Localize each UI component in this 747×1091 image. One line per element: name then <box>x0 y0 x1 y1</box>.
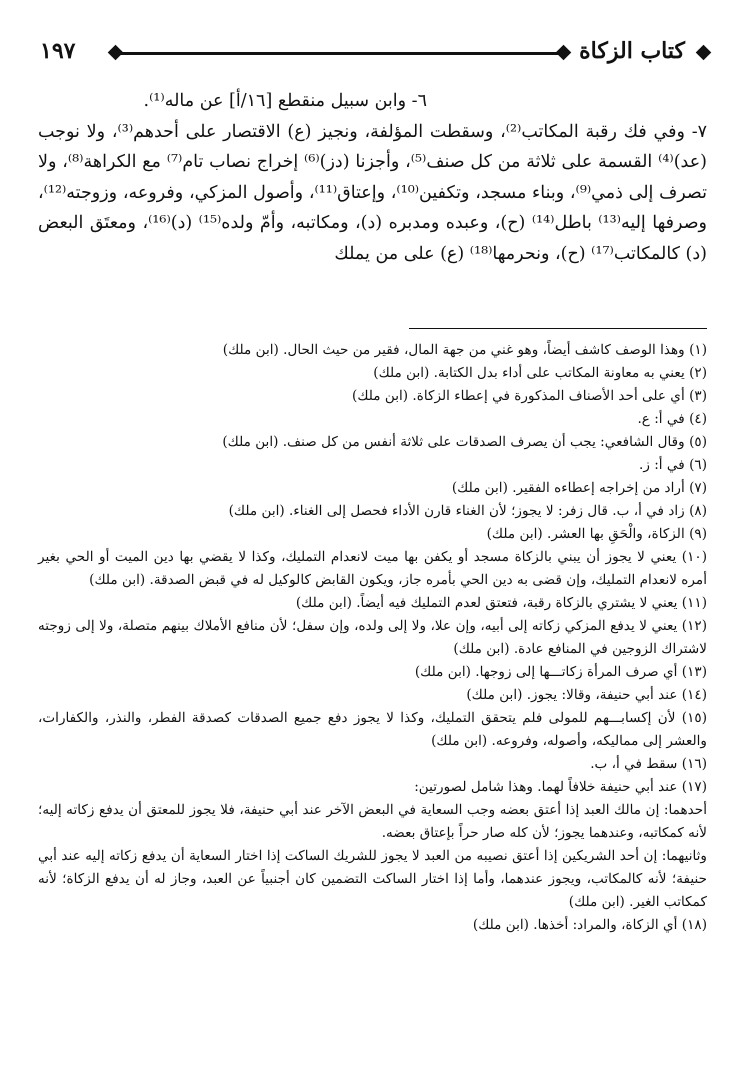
footnote <box>38 707 707 753</box>
footnote-text: سقط في أ، ب. <box>590 756 678 772</box>
page-header <box>40 38 709 72</box>
footnote-subparagraph: وثانيهما: إن أحد الشريكين إذا أعتق نصيبه من العبد لا يجوز للشريك الساكت إذا اختار السعاية أن يدفع زكاته إليه عند أبي حنيفة؛ لأنه كالمكاتب، ويجوز عندهما، وأما إذا اختار الساكت التضمين كان أجنبياً عن العبد، وجاز له أن يدفع الزكاة؛ لأنه كمكاتب الغير. (ابن ملك) <box>38 848 707 910</box>
footnote-text: يعني لا يجوز أن يبني بالزكاة مسجد أو يكفن بها ميت لانعدام التمليك، وكذا لا يقضي بها دين الميت أو الحي بغير أمره لانعدام التمليك، وإن قضى به دين الحي بأمره جاز، ويكون القابض كالوكيل له في قبض الصدقة. (ابن ملك) <box>38 549 707 588</box>
footnote-text: في أ: ز. <box>639 457 685 473</box>
main-paragraph: ٧- وفي فك رقبة المكاتب⁽²⁾، وسقطت المؤلفة، ونجيز (ع) الاقتصار على أحدهم⁽³⁾، ولا نوجب (عد)⁽⁴⁾ القسمة على ثلاثة من كل صنف⁽⁵⁾، وأجزنا (دز)⁽⁶⁾ إخراج نصاب تام⁽⁷⁾ مع الكراهة⁽⁸⁾، ولا تصرف إلى ذمي⁽⁹⁾، وبناء مسجد، وتكفين⁽¹⁰⁾، وإعتاق⁽¹¹⁾، وأصول المزكي، وفروعه، وزوجته⁽¹²⁾، وصرفها إليه⁽¹³⁾ باطل⁽¹⁴⁾ (ح)، وعبده ومدبره (د)، ومكاتبه، وأمّ ولده⁽¹⁵⁾ (د)⁽¹⁶⁾، ومعتَق البعض (د) كالمكاتب⁽¹⁷⁾ (ح)، ونحرمها⁽¹⁸⁾ (ع) على من يملك <box>38 121 708 264</box>
footnote-number: (١) <box>689 342 707 358</box>
footnote-subparagraph: أحدهما: إن مالك العبد إذا أعتق بعضه وجب السعاية في البعض الآخر عند أبي حنيفة، فلا يجوز للمعتق أن يدفع زكاته إليه؛ لأنه كمكاتبه، وعندهما يجوز؛ لأن كله صار حراً بإعتاق بعضه. <box>38 802 707 841</box>
footnote <box>38 684 707 707</box>
footnote-number: (٨) <box>689 503 707 519</box>
footnote-number: (٦) <box>689 457 707 473</box>
footnote-number: (١٠) <box>681 549 707 565</box>
footnote-number: (٥) <box>689 434 707 450</box>
footnote <box>38 753 707 776</box>
page-number: ١٩٧ <box>40 38 76 64</box>
footnote-number: (٤) <box>689 411 707 427</box>
footnote-text: أي صرف المرأة زكاتـــها إلى زوجها. (ابن ملك) <box>414 664 678 680</box>
footnote-number: (٣) <box>689 388 707 404</box>
footnote-number: (١٥) <box>681 710 707 726</box>
footnote-text: وقال الشافعي: يجب أن يصرف الصدقات على ثلاثة أنفس من كل صنف. (ابن ملك) <box>222 434 685 450</box>
footnote-separator <box>409 328 707 329</box>
footnote <box>38 776 707 799</box>
footnote-number: (٩) <box>689 526 707 542</box>
footnote <box>38 385 707 408</box>
footnote-text: في أ: ع. <box>637 411 685 427</box>
footnote-text: عند أبي حنيفة، وقالا: يجوز. (ابن ملك) <box>466 687 678 703</box>
footnote-number: (١٦) <box>681 756 707 772</box>
header-rule <box>118 52 559 55</box>
footnote <box>38 477 707 500</box>
footnote-number: (١١) <box>681 595 707 611</box>
footnote-text: زاد في أ، ب. قال زفر: لا يجوز؛ لأن الغناء قارن الأداء فحصل إلى الغناء. (ابن ملك) <box>228 503 685 519</box>
footnote <box>38 362 707 385</box>
footnote-text: أراد من إخراجه إعطاءه الفقير. (ابن ملك) <box>451 480 685 496</box>
footnote-number: (١٧) <box>681 779 707 795</box>
footnote-text: وهذا الوصف كاشف أيضاً، وهو غني من جهة المال، فقير من حيث الحال. (ابن ملك) <box>222 342 685 358</box>
footnote-number: (١٢) <box>681 618 708 634</box>
footnote <box>38 661 707 684</box>
footnote-text: الزكاة، والْحَقِ بها العشر. (ابن ملك) <box>486 526 685 542</box>
footnote-text: أي على أحد الأصناف المذكورة في إعطاء الزكاة. (ابن ملك) <box>352 388 685 404</box>
footnote <box>38 546 707 592</box>
footnote-number: (٢) <box>689 365 707 381</box>
footnote-text: يعني لا يدفع المزكي زكاته إلى أبيه، وإن علا، ولا إلى ولده، وإن سفل؛ لأن منافع الأملاك بينهم متصلة، ولا إلى زوجته لاشتراك الزوجين في المنافع عادة. (ابن ملك) <box>38 618 707 657</box>
diamond-ornament-icon <box>556 45 572 61</box>
footnote <box>38 500 707 523</box>
chapter-title: كتاب الزكاة <box>579 38 685 64</box>
footnote <box>38 523 707 546</box>
main-text <box>38 86 707 269</box>
footnote-text: عند أبي حنيفة خلافاً لهما. وهذا شامل لصورتين: <box>414 779 678 795</box>
footnote-text: يعني لا يشتري بالزكاة رقبة، فتعتق لعدم التمليك فيه أيضاً. (ابن ملك) <box>295 595 678 611</box>
footnote-text: أي الزكاة، والمراد: أخذها. (ابن ملك) <box>472 917 678 933</box>
main-paragraph: ٦- وابن سبيل منقطع [١٦/أ] عن ماله⁽¹⁾. <box>143 91 427 111</box>
footnote-number: (١٣) <box>681 664 707 680</box>
footnote-number: (٧) <box>689 480 707 496</box>
footnote <box>38 339 707 362</box>
footnote <box>38 408 707 431</box>
footnote-text: يعني به معاونة المكاتب على أداء بدل الكتابة. (ابن ملك) <box>373 365 685 381</box>
footnote-text: لأن إكسابـــهم للمولى فلم يتحقق التمليك، وكذا لا يجوز دفع جميع الصدقات كصدقة الفطر، والنذر، والكفارات، والعشر إلى مماليكه، وأصوله، وفروعه. (ابن ملك) <box>38 710 707 749</box>
footnote <box>38 615 707 661</box>
footnote <box>38 431 707 454</box>
footnote <box>38 454 707 477</box>
footnote-number: (١٨) <box>681 917 707 933</box>
footnote-number: (١٤) <box>681 687 707 703</box>
footnote <box>38 592 707 615</box>
diamond-ornament-icon <box>696 45 712 61</box>
footnote <box>38 914 707 937</box>
footnotes <box>38 339 707 937</box>
